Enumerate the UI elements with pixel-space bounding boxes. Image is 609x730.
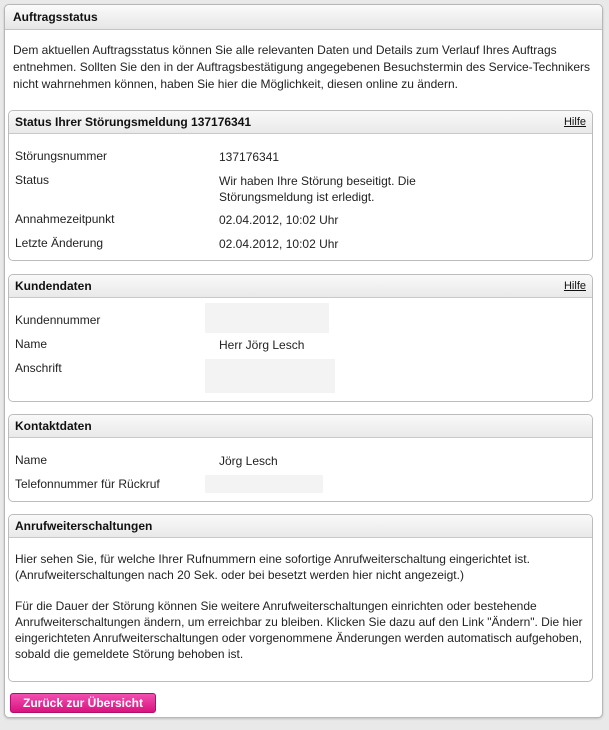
row-label: Telefonnummer für Rückruf [15, 477, 160, 491]
forwarding-panel-title: Anrufweiterschaltungen [15, 519, 153, 533]
redacted-address [205, 359, 335, 393]
back-to-overview-button[interactable]: Zurück zur Übersicht [10, 693, 156, 713]
row-value: Wir haben Ihre Störung beseitigt. Die Störungsmeldung ist erledigt. [219, 174, 416, 204]
customer-panel-header [9, 275, 592, 298]
row-value: Jörg Lesch [219, 454, 278, 468]
row-label: Status [15, 173, 50, 187]
forwarding-paragraph-2: Für die Dauer der Störung können Sie weitere Anrufweiterschaltungen einrichten oder bestehende Anrufweiterschaltungen ändern, um erreichbar zu bleiben. Klicken Sie dazu auf den Link "Ändern". Die hier eingerichteten Anrufweiterschaltungen oder vorgenommene Änderungen werden automatisch aufgehoben, sobald die gemeldete Störung behoben ist. [15, 599, 583, 661]
forwarding-panel-header [9, 515, 592, 538]
contact-panel-title: Kontaktdaten [15, 419, 92, 433]
contact-panel [8, 414, 593, 502]
row-value: 02.04.2012, 10:02 Uhr [219, 237, 339, 251]
row-value: 137176341 [219, 150, 280, 164]
row-label: Name [15, 337, 48, 351]
row-label: Kundennummer [15, 313, 101, 327]
page-title: Auftragsstatus [5, 5, 602, 30]
customer-panel [8, 274, 593, 402]
redacted-phone [205, 475, 323, 493]
status-panel-title: Status Ihrer Störungsmeldung 137176341 [15, 115, 252, 129]
contact-panel-header [9, 415, 592, 438]
intro-text: Dem aktuellen Auftragsstatus können Sie alle relevanten Daten und Details zum Verlauf Ihres Auftrags entnehmen. Sollten Sie den in der Auftragsbestätigung angegebenen Besuchstermin des Service-Technikers nicht wahrnehmen können, haben Sie hier die Möglichkeit, diesen online zu ändern. [13, 43, 591, 91]
row-label: Name [15, 453, 48, 467]
status-help-link[interactable]: Hilfe [563, 116, 586, 128]
customer-help-link[interactable]: Hilfe [563, 280, 586, 292]
status-panel-header [9, 111, 592, 134]
row-label: Anschrift [15, 361, 62, 375]
status-panel [8, 110, 593, 261]
forwarding-panel [8, 514, 593, 682]
row-label: Störungsnummer [15, 149, 108, 163]
redacted-customer-number [205, 303, 329, 333]
row-value: Herr Jörg Lesch [219, 338, 305, 352]
customer-panel-title: Kundendaten [15, 279, 92, 293]
row-label: Annahmezeitpunkt [15, 212, 115, 226]
forwarding-paragraph-1: Hier sehen Sie, für welche Ihrer Rufnummern eine sofortige Anrufweiterschaltung eingerichtet ist. (Anrufweiterschaltungen nach 20 Sek. oder bei besetzt werden hier nicht angezeigt.) [15, 552, 530, 582]
row-value: 02.04.2012, 10:02 Uhr [219, 213, 339, 227]
row-label: Letzte Änderung [15, 236, 104, 250]
